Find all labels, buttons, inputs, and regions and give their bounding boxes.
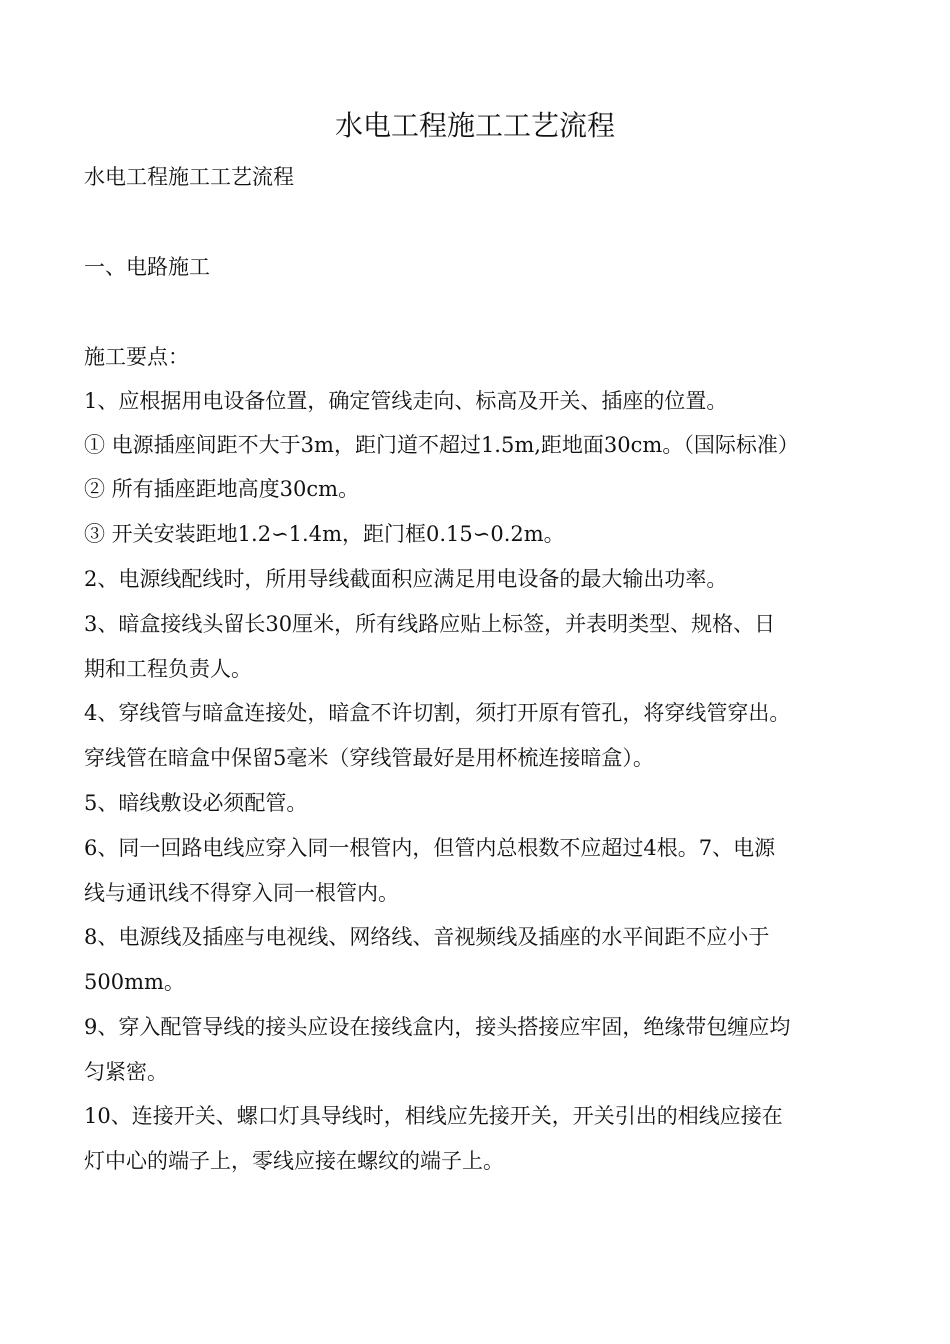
paragraph-line: 线与通讯线不得穿入同一根管内。 [84, 881, 399, 905]
section-heading: 一、电路施工 [84, 255, 210, 279]
paragraph-line: 5、暗线敷设必须配管。 [84, 791, 308, 815]
document-subtitle: 水电工程施工工艺流程 [84, 165, 294, 189]
paragraph-line: 灯中心的端子上，零线应接在螺纹的端子上。 [84, 1149, 504, 1173]
points-label: 施工要点： [84, 345, 189, 369]
paragraph-line: 8、电源线及插座与电视线、网络线、音视频线及插座的水平间距不应小于 [84, 925, 770, 949]
paragraph-line: 3、暗盒接线头留长30厘米，所有线路应贴上标签，并表明类型、规格、日 [84, 612, 776, 636]
paragraph-line: 匀紧密。 [84, 1060, 168, 1084]
paragraph-line: 2、电源线配线时，所用导线截面积应满足用电设备的最大输出功率。 [84, 567, 728, 591]
paragraph-line: 4、穿线管与暗盒连接处，暗盒不许切割，须打开原有管孔，将穿线管穿出。 [84, 701, 791, 725]
paragraph-line: 10、连接开关、螺口灯具导线时，相线应先接开关，开关引出的相线应接在 [84, 1104, 783, 1128]
paragraph-line: ③ 开关安装距地1.2∽1.4m，距门框0.15∽0.2m。 [84, 522, 565, 546]
paragraph-line: 1、应根据用电设备位置，确定管线走向、标高及开关、插座的位置。 [84, 389, 728, 413]
paragraph-line: 穿线管在暗盒中保留5毫米（穿线管最好是用杯梳连接暗盒）。 [84, 746, 654, 770]
paragraph-line: 6、同一回路电线应穿入同一根管内，但管内总根数不应超过4根。7、电源 [84, 836, 776, 860]
paragraph-line: ② 所有插座距地高度30cm。 [84, 477, 360, 501]
document-title: 水电工程施工工艺流程 [334, 109, 615, 142]
paragraph-line: 期和工程负责人。 [84, 657, 252, 681]
paragraph-line: 9、穿入配管导线的接头应设在接线盒内，接头搭接应牢固，绝缘带包缠应均 [84, 1015, 791, 1039]
paragraph-line: 500mm。 [84, 970, 185, 994]
paragraph-line: ① 电源插座间距不大于3m，距门道不超过1.5m,距地面30cm。（国际标准） [84, 433, 799, 457]
